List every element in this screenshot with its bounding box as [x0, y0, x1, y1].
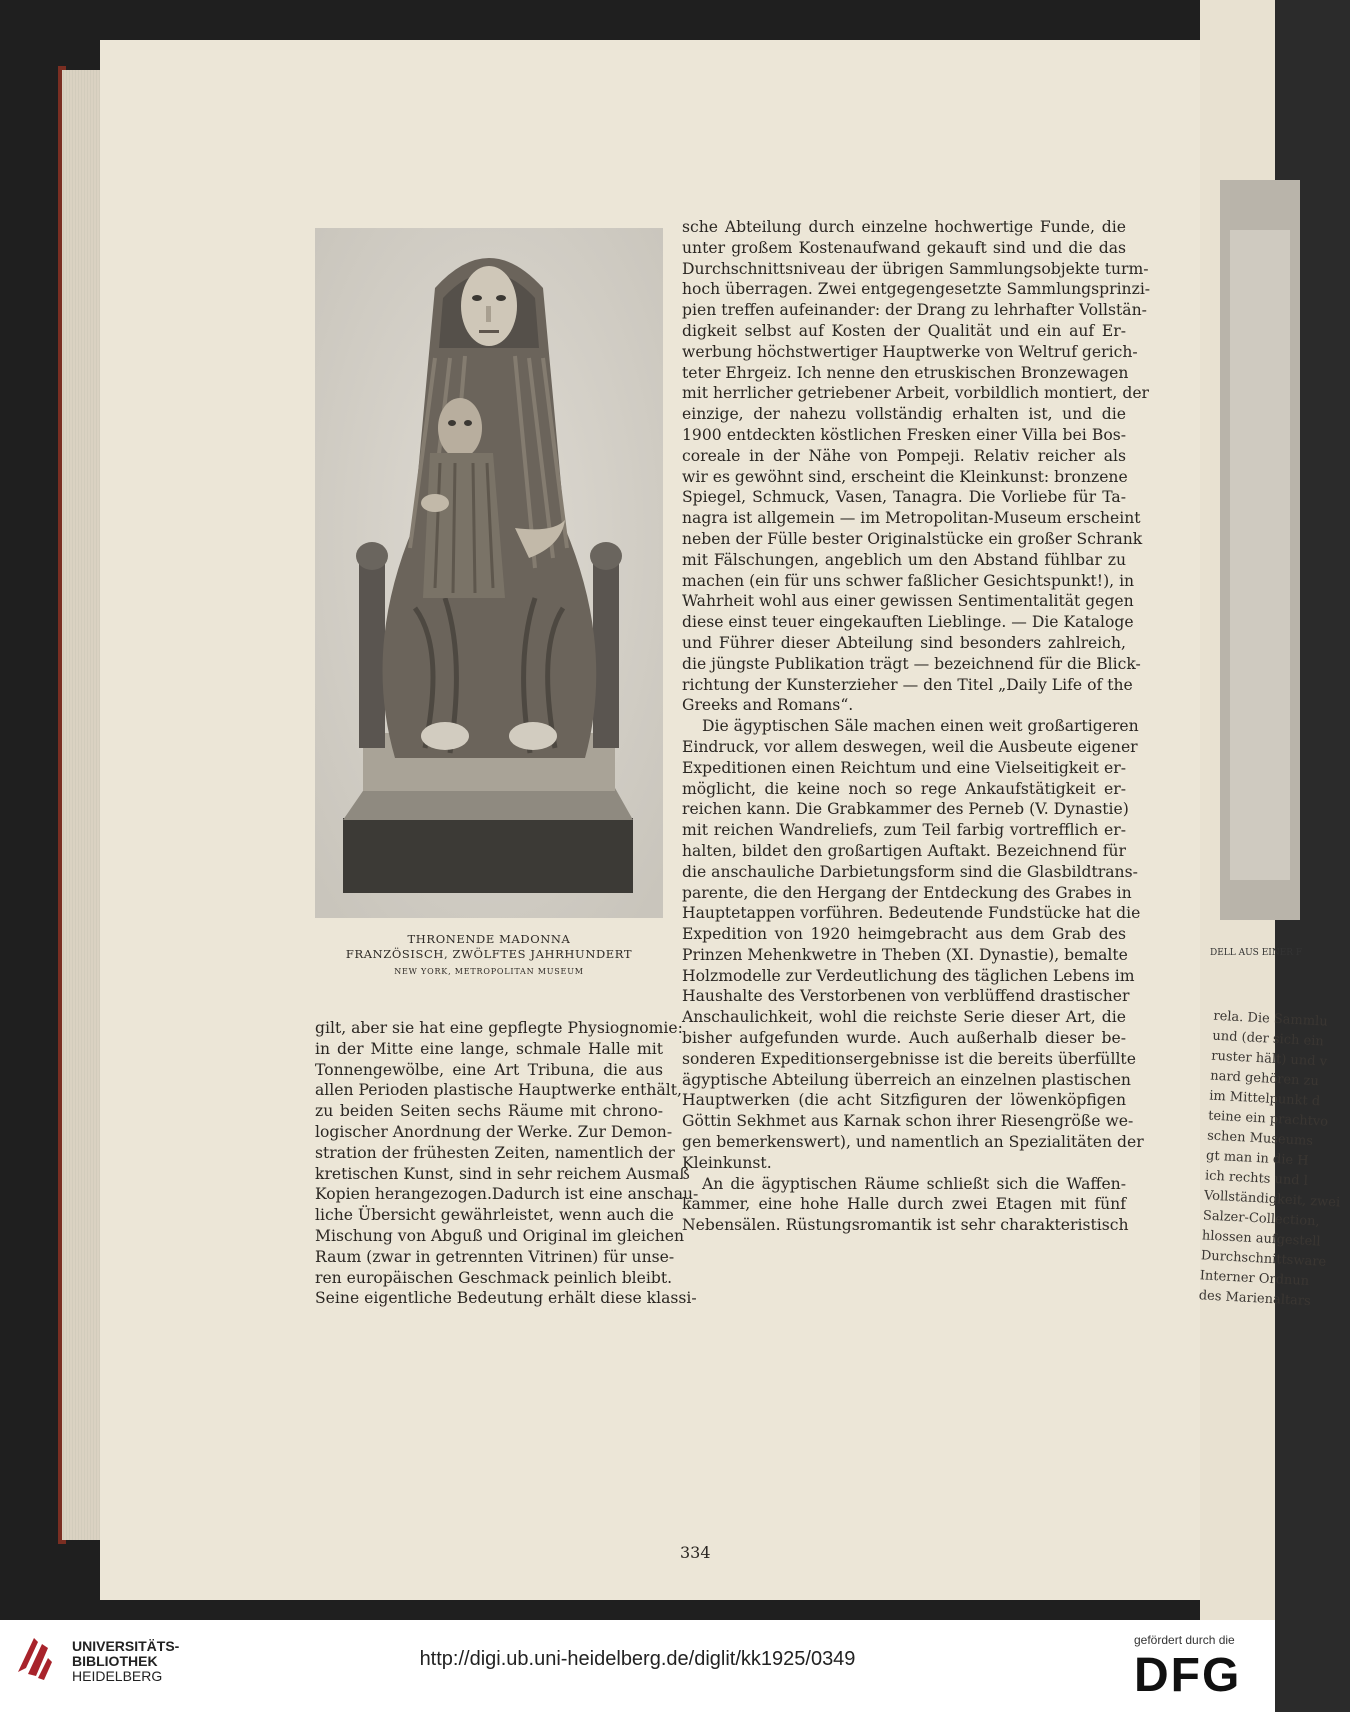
left-column-line: Tonnengewölbe, eine Art Tribuna, die aus [315, 1060, 663, 1079]
right-column-line: und Führer dieser Abteilung sind besonders zahlreich, [682, 633, 1126, 652]
left-column-line: allen Perioden plastische Hauptwerke enthält, [315, 1081, 682, 1100]
left-column-line: liche Übersicht gewährleistet, wenn auch die [315, 1206, 674, 1225]
right-column-line: unter großem Kostenaufwand gekauft sind und die das [682, 238, 1126, 257]
right-column-line: diese einst teuer eingekauften Lieblinge. — Die Kataloge [682, 613, 1134, 632]
page-number: 334 [680, 1543, 711, 1562]
university-library-logo-text[interactable]: UNIVERSITÄTS- BIBLIOTHEK HEIDELBERG [72, 1638, 180, 1684]
right-column-line: halten, bildet den großartigen Auftakt. Bezeichnend für [682, 841, 1126, 860]
facing-page-caption: DELL AUS EINER F [1210, 948, 1303, 958]
madonna-photograph [315, 228, 663, 918]
left-column-line: gilt, aber sie hat eine gepflegte Physiognomie: [315, 1019, 683, 1037]
dfg-logo[interactable]: DFG [1134, 1649, 1242, 1702]
left-column-line: logischer Anordnung der Werke. Zur Demon- [315, 1122, 673, 1141]
right-column-line: mit reichen Wandreliefs, zum Teil farbig vortrefflich er- [682, 821, 1126, 840]
left-column-line: ren europäischen Geschmack peinlich bleibt. [315, 1268, 673, 1287]
right-column-line: Göttin Sekhmet aus Karnak schon ihrer Riesengröße we- [682, 1112, 1134, 1131]
caption-location: NEW YORK, METROPOLITAN MUSEUM [394, 967, 584, 976]
facing-page-line: ruster hält) und v [1210, 1048, 1328, 1070]
right-column-line: Expedition von 1920 heimgebracht aus dem Grab des [682, 925, 1126, 944]
madonna-statue-image [315, 228, 663, 918]
facing-page-line: des Marienaltars [1198, 1288, 1312, 1310]
facing-page-line: im Mittelpunkt d [1208, 1088, 1321, 1110]
permalink-url[interactable]: http://digi.ub.uni-heidelberg.de/diglit/kk1925/0349 [419, 1648, 856, 1670]
right-column-line: Haushalte des Verstorbenen von verblüffend drastischer [682, 987, 1130, 1006]
right-column-line: Nebensälen. Rüstungsromantik ist sehr charakteristisch [682, 1216, 1129, 1235]
facing-page-line: Interner Ordnun [1199, 1268, 1310, 1289]
facing-page-line: und (der sich ein [1212, 1028, 1325, 1050]
left-column-line: Raum (zwar in getrennten Vitrinen) für unse- [315, 1247, 675, 1266]
left-column-line: Seine eigentliche Bedeutung erhält diese klassi- [315, 1289, 697, 1308]
right-column-line: parente, die den Hergang der Entdeckung des Grabes in [682, 883, 1132, 902]
facing-page-line: nard gehören zu [1209, 1068, 1320, 1090]
right-column-line: kammer, eine hohe Halle durch zwei Etagen mit fünf [682, 1195, 1126, 1214]
facing-page-line: teine ein prachtvo [1207, 1108, 1329, 1130]
right-column-line: reichen kann. Die Grabkammer des Perneb (V. Dynastie) [682, 800, 1129, 819]
right-column-line: ägyptische Abteilung überreich an einzelnen plastischen [682, 1070, 1131, 1089]
right-column-line: pien treffen aufeinander: der Drang zu lehrhafter Vollstän- [682, 301, 1147, 320]
facing-page-line: hlossen aufgestell [1201, 1228, 1321, 1250]
facing-page-line: Durchschnittsware [1200, 1248, 1327, 1270]
right-column-line: die jüngste Publikation trägt — bezeichnend für die Blick- [682, 654, 1141, 673]
right-column-line: neben der Fülle bester Originalstücke ein großer Schrank [682, 529, 1143, 548]
right-column-line: Eindruck, vor allem deswegen, weil die Ausbeute eigener [682, 737, 1138, 756]
right-column-line: An die ägyptischen Räume schließt sich die Waffen- [702, 1174, 1126, 1193]
right-column-line: möglicht, die keine noch so rege Ankaufstätigkeit er- [682, 779, 1126, 798]
left-column-line: kretischen Kunst, sind in sehr reichem Ausmaß [315, 1164, 690, 1183]
right-column-line: die anschauliche Darbietungsform sind die Glasbildtrans- [682, 862, 1138, 881]
facing-page-line: schen Museums [1206, 1128, 1314, 1149]
right-column-line: richtung der Kunsterzieher — den Titel „Daily Life of the [682, 675, 1133, 694]
facing-page-text [1198, 1007, 1350, 1314]
caption-title: THRONENDE MADONNA [407, 932, 571, 946]
right-column-line: machen (ein für uns schwer faßlicher Gesichtspunkt!), in [682, 571, 1135, 590]
right-column-line: Prinzen Mehenkwetre in Theben (XI. Dynastie), bemalte [682, 945, 1128, 964]
right-column-line: gen bemerkenswert), und namentlich an Spezialitäten der [682, 1133, 1144, 1152]
right-column-line: Wahrheit wohl aus einer gewissen Sentimentalität gegen [682, 592, 1134, 611]
right-column-line: sche Abteilung durch einzelne hochwertige Funde, die [682, 218, 1126, 236]
right-column-line: Die ägyptischen Säle machen einen weit großartigeren [702, 717, 1139, 736]
right-column-line: wir es gewöhnt sind, erscheint die Kleinkunst: bronzene [682, 467, 1128, 486]
right-column-line: Spiegel, Schmuck, Vasen, Tanagra. Die Vorliebe für Ta- [682, 488, 1126, 507]
facing-page-fragment [1198, 0, 1341, 1620]
right-column-line: 1900 entdeckten köstlichen Fresken einer Villa bei Bos- [682, 425, 1126, 444]
facing-page-line: rela. Die Sammlu [1213, 1008, 1329, 1030]
facing-page-line: Salzer-Collection, [1202, 1208, 1320, 1230]
right-column-line: teter Ehrgeiz. Ich nenne den etruskischen Bronzewagen [682, 363, 1129, 382]
right-column-line: Anschaulichkeit, wohl die reichste Serie dieser Art, die [682, 1008, 1126, 1027]
caption-subtitle: FRANZÖSISCH, ZWÖLFTES JAHRHUNDERT [345, 947, 633, 961]
right-column-line: sonderen Expeditionsergebnisse ist die bereits überfüllte [682, 1049, 1136, 1068]
right-column-line: einzige, der nahezu vollständig erhalten ist, und die [682, 405, 1126, 424]
page-edges [62, 70, 102, 1540]
left-column-line: zu beiden Seiten sechs Räume mit chrono- [315, 1102, 663, 1121]
right-column-line: nagra ist allgemein — im Metropolitan-Museum erscheint [682, 509, 1141, 528]
left-column-line: stration der frühesten Zeiten, namentlich der [315, 1143, 675, 1162]
right-column-line: Greeks and Romans“. [682, 696, 854, 715]
facing-page-line: Vollständigkeit, zwei [1203, 1188, 1341, 1211]
right-column-line: Expeditionen einen Reichtum und eine Vielseitigkeit er- [682, 758, 1126, 777]
left-column-line: in der Mitte eine lange, schmale Halle mit [315, 1039, 663, 1058]
figure-caption [315, 932, 663, 980]
left-text-column [315, 1018, 699, 1309]
right-column-line: Kleinkunst. [682, 1153, 772, 1172]
facing-page-line: gt man in die H [1205, 1148, 1309, 1169]
right-column-line: hoch überragen. Zwei entgegengesetzte Sammlungsprinzi- [682, 280, 1151, 299]
right-column-line: digkeit selbst auf Kosten der Qualität und ein auf Er- [682, 321, 1126, 340]
right-column-line: coreale in der Nähe von Pompeji. Relativ reicher als [682, 446, 1126, 465]
left-column-line: Kopien herangezogen.Dadurch ist eine anschau- [315, 1185, 699, 1204]
right-column-line: mit herrlicher getriebener Arbeit, vorbildlich montiert, der [682, 384, 1149, 403]
right-column-line: Hauptwerken (die acht Sitzfiguren der löwenköpfigen [682, 1091, 1126, 1110]
right-column-line: werbung höchstwertiger Hauptwerke von Weltruf gerich- [682, 342, 1138, 361]
sponsor-label: gefördert durch die [1134, 1633, 1235, 1647]
facing-page-line: ich rechts und l [1204, 1168, 1309, 1189]
right-column-line: Holzmodelle zur Verdeutlichung des täglichen Lebens im [682, 966, 1135, 985]
right-column-line: Hauptetappen vorführen. Bedeutende Fundstücke hat die [682, 904, 1141, 923]
left-column-line: Mischung von Abguß und Original im gleichen [315, 1226, 685, 1245]
right-column-line: Durchschnittsniveau der übrigen Sammlungsobjekte turm- [682, 259, 1149, 278]
right-text-column [682, 217, 1151, 1236]
right-column-line: bisher aufgefunden wurde. Auch außerhalb dieser be- [682, 1029, 1126, 1048]
right-column-line: mit Fälschungen, angeblich um den Abstand fühlbar zu [682, 550, 1126, 569]
